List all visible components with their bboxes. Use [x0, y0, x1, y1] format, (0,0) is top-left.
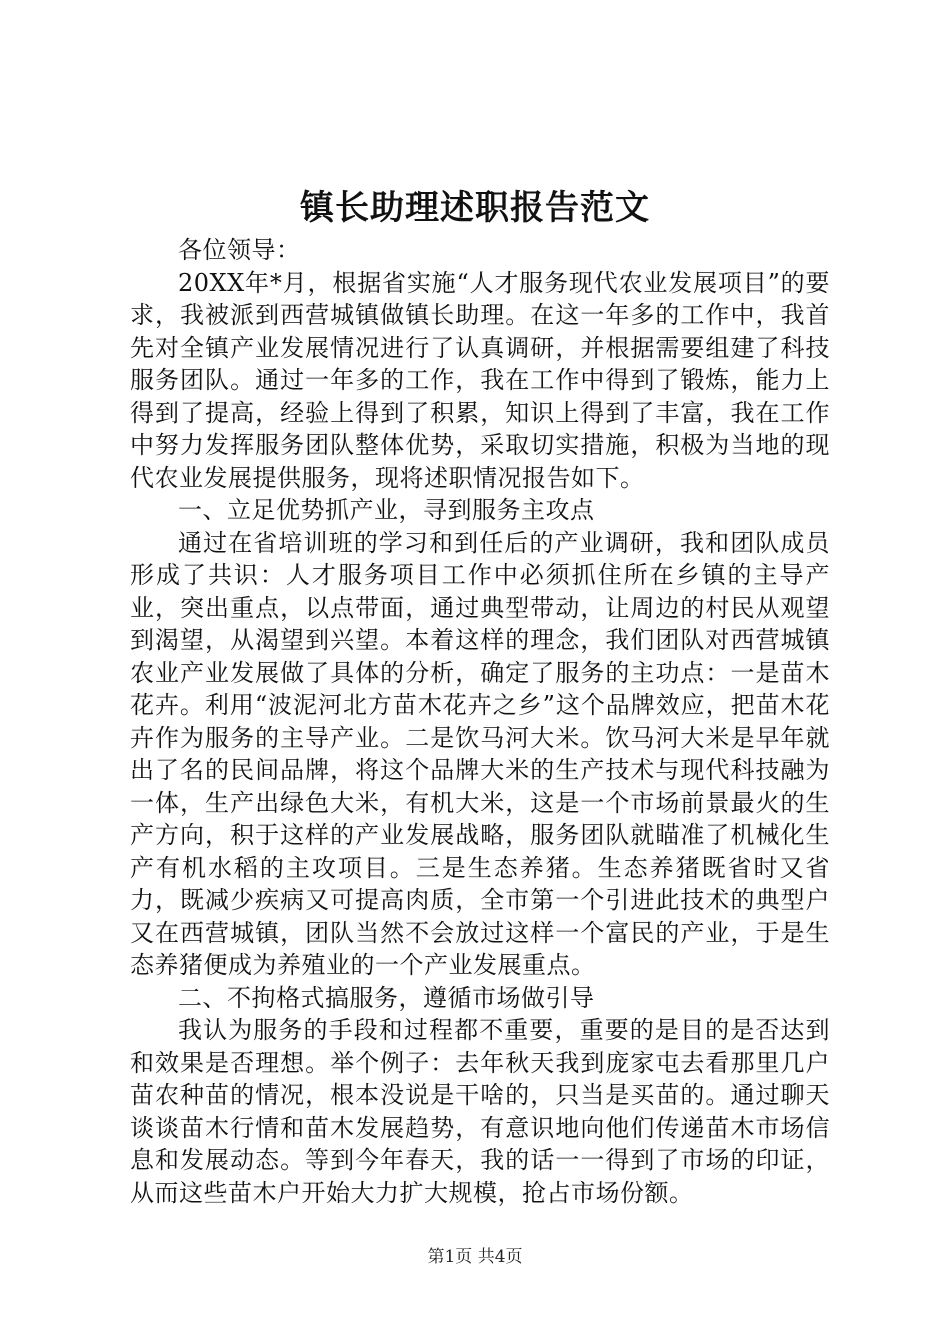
section-2-paragraph: 我认为服务的手段和过程都不重要，重要的是目的是否达到和效果是否理想。举个例子：去年秋天我到庞家屯去看那里几户苗农种苗的情况，根本没说是干啥的，只当是买苗的。通过聊天谈谈苗木行情和苗木发展趋势，有意识地向他们传递苗木市场信息和发展动态。等到今年春天，我的话一一得到了市场的印证，从而这些苗木户开始大力扩大规模，抢占市场份额。 — [130, 1016, 830, 1207]
salutation: 各位领导： — [178, 236, 301, 264]
page-number-footer: 第1页 共4页 — [427, 1247, 523, 1267]
section-heading-2: 二、不拘格式搞服务，遵循市场做引导 — [178, 983, 595, 1012]
section-heading-1: 一、立足优势抓产业，寻到服务主攻点 — [178, 496, 595, 524]
document-body — [130, 234, 830, 1209]
intro-paragraph: 20XX年*月，根据省实施“人才服务现代农业发展项目”的要求，我被派到西营城镇做镇长助理。在这一年多的工作中，我首先对全镇产业发展情况进行了认真调研，并根据需要组建了科技服务团队。通过一年多的工作，我在工作中得到了锻炼，能力上得到了提高，经验上得到了积累，知识上得到了丰富，我在工作中努力发挥服务团队整体优势，采取切实措施，积极为当地的现代农业发展提供服务，现将述职情况报告如下。 — [130, 268, 830, 492]
section-1-paragraph: 通过在省培训班的学习和到任后的产业调研，我和团队成员形成了共识：人才服务项目工作中必须抓住所在乡镇的主导产业，突出重点，以点带面，通过典型带动，让周边的村民从观望到渴望，从渴望到兴望。本着这样的理念，我们团队对西营城镇农业产业发展做了具体的分析，确定了服务的主功点：一是苗木花卉。利用“波泥河北方苗木花卉之乡”这个品牌效应，把苗木花卉作为服务的主导产业。二是饮马河大米。饮马河大米是早年就出了名的民间品牌，将这个品牌大米的生产技术与现代科技融为一体，生产出绿色大米，有机大米，这是一个市场前景最火的生产方向，积于这样的产业发展战略，服务团队就瞄准了机械化生产有机水稻的主攻项目。三是生态养猪。生态养猪既省时又省力，既减少疾病又可提高肉质，全市第一个引进此技术的典型户又在西营城镇，团队当然不会放过这样一个富民的产业，于是生态养猪便成为养殖业的一个产业发展重点。 — [130, 528, 830, 979]
document-title: 镇长助理述职报告范文 — [300, 188, 650, 228]
